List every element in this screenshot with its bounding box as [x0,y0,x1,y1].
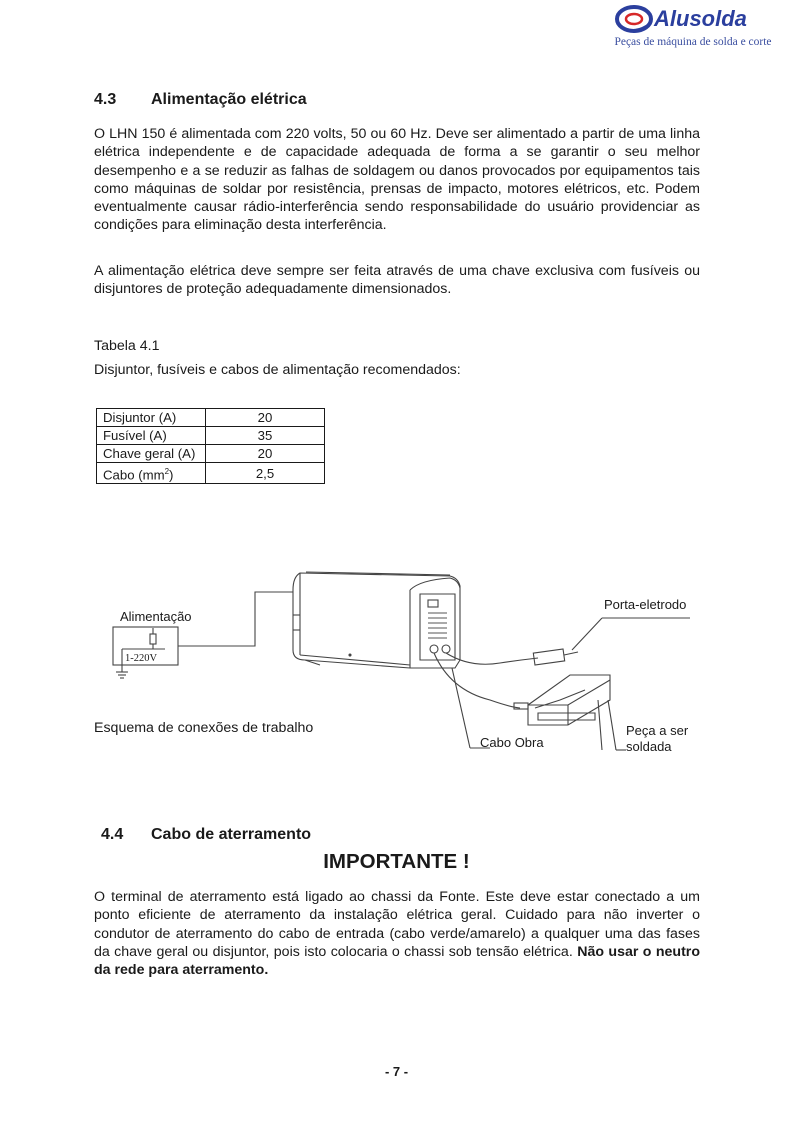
logo-subtitle: Peças de máquina de solda e corte [614,36,772,48]
table-caption: Tabela 4.1 [94,338,160,354]
section-44-warning-bold: Não usar o neutro da rede para aterramento. [94,943,700,979]
welding-machine-drawing [293,572,460,668]
section-44-number: 4.4 [101,826,124,843]
workpiece-label-line1: Peça a ser [626,723,689,738]
diagram-caption: Esquema de conexões de trabalho [94,720,314,736]
section-44-title: Cabo de aterramento [151,826,312,843]
important-heading: IMPORTANTE ! [323,850,470,873]
table-cell-value: 35 [206,427,325,445]
electrode-holder-drawing [533,649,564,665]
table-row [97,445,325,463]
power-label: Alimentação [120,609,192,624]
recommended-specs-table [96,408,325,484]
table-row [97,427,325,445]
section-43-title: Alimentação elétrica [151,91,307,108]
section-43-paragraph-2: A alimentação elétrica deve sempre ser feita através de uma chave exclusiva com fusíveis ou disjuntores de proteção adequadamente dimensionados. [94,263,700,298]
voltage-label: 1-220V [125,653,158,664]
table-row [97,463,325,484]
electrode-holder-label: Porta-eletrodo [604,597,687,612]
work-cable-label: Cabo Obra [480,735,544,750]
table-cell-value: 2,5 [206,463,325,484]
table-cell-value: 20 [206,445,325,463]
section-44-paragraph: O terminal de aterramento está ligado ao chassi da Fonte. Este deve estar conectado a um ponto eficiente de aterramento da instalação elétrica geral. Cuidado para não inverter o condutor de aterramento do cabo de entrada (cabo verde/amarelo) a qualquer uma das fases da chave geral ou disjuntor, pois isto colocaria o chassi sob tensão elétrica. Não usar o neutro da rede para aterramento. [94,889,700,979]
section-43-number: 4.3 [94,91,117,108]
table-cell-value: 20 [206,409,325,427]
workpiece-drawing [528,675,610,725]
workpiece-label-line2: soldada [626,739,672,754]
table-cell-label: Cabo $(mm^2)$ [97,463,206,484]
section-43-paragraph-1: O LHN 150 é alimentada com 220 volts, 50 ou 60 Hz. Deve ser alimentado a partir de uma linha elétrica independente e de capacidade adequada de forma a se garantir o seu melhor desempenho e a se reduzir as falhas de soldagem ou danos provocados por equipamentos tais como máquinas de soldar por resistência, prensas de impacto, motores elétricos, etc. Podem eventualmente causar rádio-interferência sendo responsabilidade do usuário providenciar as condições para eliminação desta interferência. [94,126,700,234]
table-cell-label: Fusível (A) [97,427,206,445]
table-cell-label: Chave geral (A) [97,445,206,463]
table-row [97,409,325,427]
page-number: - 7 - [384,1064,409,1079]
table-description: Disjuntor, fusíveis e cabos de alimentação recomendados: [94,362,461,378]
table-cell-label: Disjuntor (A) [97,409,206,427]
logo-text: Alusolda [654,6,747,31]
connection-diagram [0,555,793,785]
